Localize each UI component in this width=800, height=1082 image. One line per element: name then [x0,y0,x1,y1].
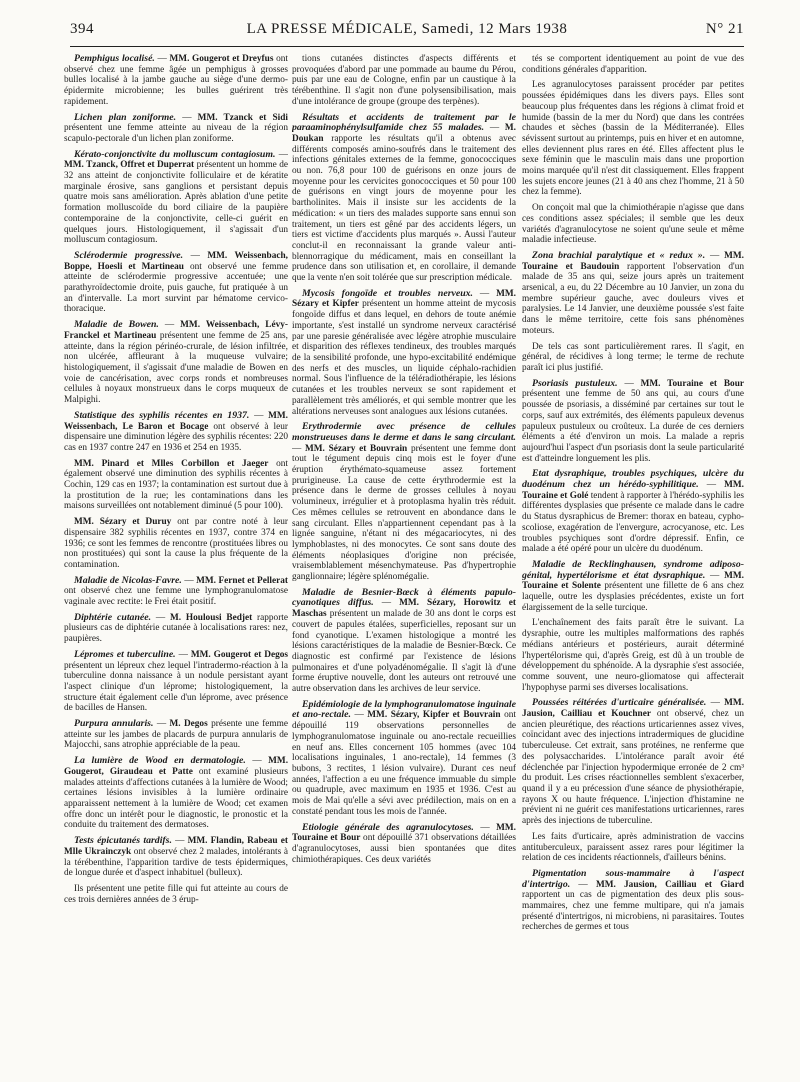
article-heading: Diphtérie cutanée. [74,611,152,623]
page-number: 394 [70,21,94,37]
article-paragraph: Statistique des syphilis récentes en 1937. — MM. Weissenbach, Le Baron et Bocage ont observé à leur dispensaire une diminution légère des syphilis récentes: 220 cas en 1937 contre 247 en 1936 et 254 en 1935. [64,409,288,453]
article-heading: Etiologie générale des agranulocytoses. [302,821,474,833]
article-heading: Résultats et accidents de traitement par le paraaminophénylsulfamide chez 55 malades. [292,111,516,134]
article-body: ont observé une femme atteinte de sclérodermie progressive accentuée; une parathyroïdectomie droite, puis gauche, fut pratiquée à un an d'intervalle. La mort survint par hématome cervico-thoracique. [64,261,288,315]
article-paragraph: La lumière de Wood en dermatologie. — MM. Gougerot, Giraudeau et Patte ont examiné plusieurs malades atteints d'affections cutanées à la lumière de Wood; certaines lésions invisibles à la lumière ordinaire apparaissent nettement à la lumière de Wood; cet examen offre donc un intérêt pour le diagnostic, le pronostic et la conduite du traitement des dermatoses. [64,755,288,831]
article-authors: MM. Pinard et Mlles Corbillon et Jaeger [74,458,269,469]
article-heading: Poussées réitérées d'urticaire généralisée. [532,697,707,709]
article-body: ont également observé une diminution des syphilis récentes à Cochin, 129 cas en 1937; la contamination est surtout due à la prostitution de la rue; les contaminations dans les maisons surveillées ont notablement diminué (5 pour 100). [64,458,288,512]
article [292,54,516,108]
article-authors: MM. Tzanck et Sidi [197,112,288,123]
article [64,150,288,246]
article-paragraph: Maladie de Nicolas-Favre. — MM. Fernet et Pellerat ont observé chez une femme une lymphogranulomatose vaginale avec rectite: le Frei était positif. [64,574,288,608]
article-paragraph: Résultats et accidents de traitement par le paraaminophénylsulfamide chez 55 malades. — M. Doukan rapporte les résultats qu'il a obtenus avec différents composés amino-soufrés dans le traitement des infections génitales externes de la femme, gonococciques ou non. 76,8 pour 100 de guérisons en onze jours de moyenne pour les cervicites gonococciques et 50 pour 100 de guérisons en vingt jours de moyenne pour les bartholinites. Mais il insiste sur les accidents de la médication: « un tiers des malades supporte sans ennui son traitement, un tiers est gêné par des accidents légers, un tiers est victime d'accidents plus marqués ». Aussi l'auteur conclut-il en reconnaissant la grande valeur anti-blennorragique du médicament, mais en conseillant la prudence dans son utilisation et, en corollaire, il demande que la vente n'en soit tolérée que sur prescription médicale. [292,111,516,284]
article [64,113,288,145]
article-authors: MM. Touraine et Bour [292,822,516,844]
article-body: rapportent l'observation d'un malade de 35 ans qui, seize jours après un traitement arsenical, a eu, du 22 Décembre au 10 Janvier, un zona du membre supérieur gauche, avec douleurs vives et paralysies. Le 14 Janvier, une deuxième poussée s'est faite dans le même territoire, cette fois sans phénomènes moteurs. [522,261,744,336]
article-paragraph: Purpura annularis. — M. Degos présente une femme atteinte sur les jambes de placards de purpura annularis de Majocchi, sans atrophie appréciable de la peau. [64,718,288,751]
issue-number: N° 21 [705,21,744,37]
article-paragraph: Mycosis fongoïde et troubles nerveux. — MM. Sézary et Kipfer présentent un homme atteint de mycosis fongoïde diffus et dans lequel, en dehors de toute anémie importante, s'est installé un syndrome nerveux caractérisé par une paresie généralisée avec légère atrophie musculaire et disparition des réflexes tendineux, des troubles marqués de la sensibilité profonde, une hypo-excitabilité endémique des nerfs et des muscles, un liquide céphalo-rachidien normal. Sous l'influence de la téléradiothérapie, les lésions cutanées et les troubles nerveux se sont rapidement et parallèlement très améliorés, et qui semble montrer que les altérations nerveuses sont analogues aux lésions cutanées. [292,287,516,417]
article-paragraph: Lichen plan zoniforme. — MM. Tzanck et Sidi présentent une femme atteinte au niveau de la région scapulo-pectorale d'un lichen plan zoniforme. [64,111,288,144]
page-header [70,18,744,40]
article-authors: MM. Sézary, Kipfer et Bouvrain [367,710,501,721]
article-authors: M. Houlousi Bedjet [170,612,253,623]
article-authors: MM. Touraine et Bour [640,378,744,389]
article-authors: M. Doukan [292,123,516,144]
article-paragraph [522,54,744,75]
column-2 [292,54,516,1074]
article-body: ont observé chez une femme âgée un pemphigus à grosses bulles localisé à la jambe gauche au siège d'une dermo-épidermite microbienne; les bulles guérirent très rapidement. [64,54,288,107]
article [522,869,744,933]
article [64,517,288,571]
article [64,54,288,108]
article-authors: MM. Flandin, Rabeau et Mlle Ukrainczyk [64,836,288,857]
article-paragraph: Kérato-conjonctivite du molluscum contagiosum. — MM. Tzanck, Offret et Duperrat présentent un homme de 32 ans atteint de conjonctivite folliculaire et de kératite marginale érosive, sans ganglions et persistant depuis quatre mois sans amélioration. Après ablation d'une petite formation molluscoïde du bord ciliaire de la paupière contemporaine de la conjonctivite, celle-ci guérit en quelques jours. Histologiquement, il s'agissait d'un molluscum contagiosum. [64,148,288,246]
article-body: présentent un homme atteint de mycosis fongoïde diffus et dans lequel, en dehors de toute anémie importante, s'est installé un syndrome nerveux caractérisé par une paresie généralisée avec légère atrophie musculaire et disparition des réflexes tendineux, des troubles marqués de la sensibilité profonde, une hypo-excitabilité endémique des nerfs et des muscles, un liquide céphalo-rachidien normal. Sous l'influence de la téléradiothérapie, les lésions cutanées et les troubles nerveux se sont rapidement et parallèlement très améliorés, et qui semble montrer que les altérations nerveuses sont analogues aux lésions cutanées. [292,299,516,417]
article-heading: Epidémiologie de la lymphogranulomatose inguinale et ano-rectale. [292,698,516,721]
article-paragraph [522,618,744,693]
article-paragraph: Zona brachial paralytique et « redux ». — MM. Touraine et Baudouin rapportent l'observation d'un malade de 35 ans qui, seize jours après un traitement arsenical, a eu, du 22 Décembre au 10 Janvier, un zona du membre supérieur gauche, avec douleurs vives et paralysies. Le 14 Janvier, une deuxième poussée s'est faite dans le même territoire, cette fois sans phénomènes moteurs. [522,249,744,336]
article-authors: MM. Touraine et Solente [522,570,744,592]
article-body: présentent une femme de 25 ans, atteinte, dans la région périnéo-crurale, de lésion infiltrée, non ulcérée, affleurant à la muqueuse vulvaire; histologiquement, il s'agissait d'une maladie de Bowen en voie de cancérisation, avec corps ronds et nombreuses cellules à noyaux monstrueux dans le corps muqueux de Malpighi. [64,330,288,406]
article-body: Les faits d'urticaire, après administration de vaccins antituberculeux, paraissent assez rares pour légitimer la relation de ces incidents réactionnels, d'ailleurs bénins. [522,831,744,864]
article-heading: Etat dysraphique, troubles psychiques, ulcère du duodénum chez un hérédo-syphilitique. [522,468,744,491]
article-heading: Psoriasis pustuleux. [532,377,618,389]
article-paragraph: Sclérodermie progressive. — MM. Weissenbach, Boppe, Hoesli et Martineau ont observé une femme atteinte de sclérodermie progressive accentuée; une parathyroïdectomie droite, puis gauche, fut pratiquée à un an d'intervalle. La mort survint par hématome cervico-thoracique. [64,249,288,315]
article [64,459,288,513]
article-authors: MM. Touraine et Golé [522,480,744,501]
header-rule [70,46,744,47]
article [64,613,288,645]
article [522,342,744,374]
article-heading: Statistique des syphilis récentes en 1937. [74,409,250,421]
article [64,411,288,454]
article [292,113,516,284]
article-heading: Maladie de Besnier-Bœck à éléments papulo-cyanotiques diffus. [292,586,516,609]
article-body: ont dépouillé 119 observations personnelles de lymphogranulomatose inguinale ou ano-rectale recueillies en neuf ans. Elles concernent 105 hommes (avec 104 localisations inguinales, 1 ano-rectale), 14 femmes (3 bubons, 3 rectites, 1 lésion vulvaire). Durant ces neuf années, l'affection a eu une fréquence immuable du simple ou quadruple, avec maximum en 1935 et 1936. C'est au mois de Mai qu'elle a sévi avec prédilection, mais on en a constaté pendant tous les mois de l'année. [292,710,516,817]
article-paragraph [522,80,744,198]
article-heading: Erythrodermie avec présence de cellules monstrueuses dans le derme et dans le sang circulant. [292,421,516,443]
article-authors: MM. Gougerot et Dreyfus [169,54,274,64]
article [522,698,744,826]
article-paragraph [64,459,288,513]
article-paragraph [522,203,744,246]
article-paragraph [522,342,744,374]
article-body: rapporte plusieurs cas de diphtérie cutanée à localisations rares: nez, paupières. [64,612,288,645]
article-body: ont dépouillé 371 observations détaillées d'agranulocytoses, aussi bien spontanées que dites chimiothérapiques. Ces deux variétés [292,833,516,865]
article-heading: Maladie de Recklinghausen, syndrome adiposo-génital, hypertélorisme et état dysraphique. [522,558,744,581]
article-heading: Purpura annularis. [74,718,154,730]
article-paragraph [64,517,288,571]
article-paragraph: Etiologie générale des agranulocytoses. — MM. Touraine et Bour ont dépouillé 371 observations détaillées d'agranulocytoses, aussi bien spontanées que dites chimiothérapiques. Ces deux variétés [292,821,516,865]
article-paragraph: Psoriasis pustuleux. — MM. Touraine et Bour présentent une femme de 50 ans qui, au cours d'une poussée de psoriasis, a disséminé par certaines sur tout le corps, sauf aux extrémités, des éléments papuleux devenus papuleux pustuleux ou croûteux. La durée de ces derniers éléments a été d'environ un mois. La malade a repris aujourd'hui l'aspect d'un psoriasis dont la seule particularité est d'atteindre longuement les plis. [522,377,744,464]
article-body: Les agranulocytoses paraissent procéder par petites poussées épidémiques dans les divers pays. Elles sont beaucoup plus fréquentes dans les régions à climat froid et humide (bassin de la mer du Nord) que dans les contrées chaudes et sèches (bassin de la Méditerranée). Elles sévissent surtout au printemps, puis en hiver et en automne, elles deviennent plus rares en été. Elles affectent plus le sexe féminin que le masculin mais dans une proportion moins marquée qu'il n'est dit classiquement. Elles frappent les sujets encore jeunes (21 à 40 ans chez l'homme, 21 à 50 chez la femme). [522,80,744,198]
article-authors: M. Degos [169,719,208,730]
article-body: tions cutanées distinctes d'aspects différents et provoquées d'abord par une pommade au baume du Pérou, puis par une eau de Cologne, enfin par un caustique à la térébenthine. Il s'agit non d'une polysensibilisation, mais d'une intolérance de groupe (groupe des terpènes). [292,54,516,107]
article [522,80,744,198]
article-heading: Maladie de Nicolas-Favre. [74,574,182,586]
column-1 [64,54,288,1074]
article-body: présentent une femme atteinte au niveau de la région scapulo-pectorale d'un lichen plan zoniforme. [64,123,288,144]
article-paragraph: Maladie de Bowen. — MM. Weissenbach, Lévy-Franckel et Martineau présentent une femme de 25 ans, atteinte, dans la région périnéo-crurale, de lésion infiltrée, non ulcérée, affleurant à la muqueuse vulvaire; histologiquement, il s'agissait d'une maladie de Bowen en voie de cancérisation, avec corps ronds et nombreuses cellules à noyaux monstrueux dans le corps muqueux de Malpighi. [64,319,288,406]
article [292,588,516,695]
article-paragraph: Poussées réitérées d'urticaire généralisée. — MM. Jausion, Cailliau et Kouchner ont observé, chez un ancien pleurétique, des réactions urticariennes assez vives, coïncidant avec des injections intradermiques de glucidine tuberculeuse. Cet extrait, sans protéines, ne renferme que des polysaccharides. L'intolérance paraît avoir été déclenchée par l'injection hypodermique erronée de 2 cm³ du produit. Les crises réactionnelles semblent s'exacerber, quand il y a eu précession d'une séance de physiothérapie, rayons X ou haute fréquence. L'injection d'histamine ne prévient ni ne guérit ces manifestations urticariennes, rares après des injections de tuberculine. [522,697,744,827]
article-paragraph: Tests épicutanés tardifs. — MM. Flandin, Rabeau et Mlle Ukrainczyk ont observé chez 2 malades, intolérants à la térébenthine, l'apparition tardive de tests épidermiques, de longue durée et d'aspect inhabituel (bulleux). [64,835,288,879]
article-body: présentent une fillette de 6 ans chez laquelle, outre les dysplasies précédentes, existe un fort élargissement de la selle turcique. [522,581,744,613]
article-authors: MM. Weissenbach, Lévy-Franckel et Martineau [64,320,288,341]
article-body: ont observé à leur dispensaire une diminution légère des syphilis récentes: 220 cas en 1937 contre 247 en 1936 et 254 en 1935. [64,421,288,453]
article-heading: Sclérodermie progressive. [74,249,184,261]
article [522,251,744,337]
article-body: tés se comportent identiquement au point de vue des conditions générales d'apparition. [522,54,744,75]
article [292,823,516,866]
article-body: tendent à rapporter à l'hérédo-syphilis les différentes dysplasies que présente ce malade dans le cadre du Status dysraphicus de Bremer: thorax en bateau, cypho-scoliose, exagération de l'envergure, acrocyanose, etc. Les troubles psychiques sont d'ordre dépressif. Enfin, ce malade a été opéré pour un ulcère du duodénum. [522,490,744,555]
article [64,320,288,406]
article-paragraph [522,832,744,864]
article-body: présentent un lépreux chez lequel l'intradermo-réaction à la tuberculine donna naissance à un nodule persistant ayant l'aspect clinique d'un léprome; histologiquement, la structure était également celle d'un léprome, avec présence de bacilles de Hansen. [64,660,288,714]
article-authors: MM. Tzanck, Offret et Duperrat [64,160,195,171]
article-body: rapporte les résultats qu'il a obtenus avec différents composés amino-soufrés dans le traitement des infections génitales externes de la femme, gonococciques ou non. 76,8 pour 100 de guérisons en onze jours de moyenne pour les cervicites gonococciques et 50 pour 100 de guérisons en vingt jours de moyenne pour les bartholinites. Mais il insiste sur les accidents de la médication: « un tiers des malades supporte sans ennui son traitement, un tiers est gêné par des accidents légers, un tiers est victime d'accidents plus marqués ». Aussi l'auteur conclut-il en reconnaissant la grande valeur anti-blennorragique du médicament, mais en conseillant la prudence dans son utilisation et, en corollaire, il demande que la vente n'en soit tolérée que sur prescription médicale. [292,133,516,284]
article [522,832,744,864]
article-body: présentent une femme de 50 ans qui, au cours d'une poussée de psoriasis, a disséminé par certaines sur tout le corps, sauf aux extrémités, des éléments papuleux devenus papuleux pustuleux ou croûteux. La durée de ces derniers éléments a été d'environ un mois. La malade a repris aujourd'hui l'aspect d'un psoriasis dont la seule particularité est d'atteindre longuement les plis. [522,389,744,464]
article-authors: MM. Jausion, Cailliau et Kouchner [522,698,744,720]
article-heading: La lumière de Wood en dermatologie. [74,755,246,767]
article-paragraph: Pemphigus localisé. — MM. Gougerot et Dreyfus ont observé chez une femme âgée un pemphigus à grosses bulles localisé à la jambe gauche au siège d'une dermo-épidermite microbienne; les bulles guérirent très rapidement. [64,54,288,107]
article-paragraph: Etat dysraphique, troubles psychiques, ulcère du duodénum chez un hérédo-syphilitique. — MM. Touraine et Golé tendent à rapporter à l'hérédo-syphilis les différentes dysplasies que présente ce malade dans le cadre du Status dysraphicus de Bremer: thorax en bateau, cypho-scoliose, exagération de l'envergure, acrocyanose, etc. Les troubles psychiques sont d'ordre dépressif. Enfin, ce malade a été opéré pour un ulcère du duodénum. [522,468,744,555]
article [292,289,516,417]
article [64,756,288,831]
article [64,576,288,608]
article [64,251,288,315]
article-body: présentent un malade de 30 ans dont le corps est couvert de papules étalées, superficielles, reposant sur un fond cyanotique. L'examen histologique a montré les lésions caractéristiques de la maladie de Besnier-Bœck. Ce diagnostic est confirmé par l'existence de lésions pulmonaires et d'une polyadénomégalie. Il s'agit là d'une forme éruptive nouvelle, dont les auteurs ont retrouvé une autre observation dans les archives de leur service. [292,609,516,695]
article-body: ont observé, chez un ancien pleurétique, des réactions urticariennes assez vives, coïncidant avec des injections intradermiques de glucidine tuberculeuse. Cet extrait, sans protéines, ne renferme que des polysaccharides. L'intolérance paraît avoir été déclenchée par l'injection hypodermique erronée de 2 cm³ du produit. Les crises réactionnelles semblent s'exacerber, quand il y a eu précession d'une séance de physiothérapie, rayons X ou haute fréquence. L'injection d'histamine ne prévient ni ne guérit ces manifestations urticariennes, rares après des injections de tuberculine. [522,709,744,827]
article-body: ont examiné plusieurs malades atteints d'affections cutanées à la lumière de Wood; certaines lésions invisibles à la lumière ordinaire apparaissent nettement à la lumière de Wood; cet examen offre donc un intérêt pour le diagnostic, le pronostic et la conduite du traitement des dermatoses. [64,766,288,831]
article-authors: MM. Sézary et Bouvrain [305,443,408,454]
article [292,700,516,818]
article-heading: Tests épicutanés tardifs. [74,835,172,847]
article-authors: MM. Sézary et Kipfer [292,288,516,310]
article-paragraph: Lépromes et tuberculine. — MM. Gougerot et Degos présentent un lépreux chez lequel l'intradermo-réaction à la tuberculine donna naissance à un nodule persistant ayant l'aspect clinique d'un léprome; histologiquement, la structure était également celle d'un léprome, avec présence de bacilles de Hansen. [64,648,288,714]
article-paragraph: Diphtérie cutanée. — M. Houlousi Bedjet rapporte plusieurs cas de diphtérie cutanée à localisations rares: nez, paupières. [64,611,288,645]
article-body: Ils présentent une petite fille qui fut atteinte au cours de ces trois dernières années de 3 érup- [64,883,288,905]
article-heading: Mycosis fongoïde et troubles nerveux. [302,287,473,299]
article-body: ont observé chez 2 malades, intolérants à la térébenthine, l'apparition tardive de tests épidermiques, de longue durée et d'aspect inhabituel (bulleux). [64,846,288,879]
article-paragraph [64,884,288,905]
journal-title: LA PRESSE MÉDICALE, Samedi, 12 Mars 1938 [246,21,568,37]
article-heading: Pigmentation sous-mammaire à l'aspect d'intertrigo. [522,867,744,890]
article-authors: MM. Weissenbach, Boppe, Hoesli et Martineau [64,250,288,272]
article-authors: MM. Weissenbach, Le Baron et Bocage [64,410,288,432]
article-heading: Pemphigus localisé. [74,54,155,64]
article-paragraph: Pigmentation sous-mammaire à l'aspect d'intertrigo. — MM. Jausion, Cailliau et Giard rapportent un cas de pigmentation des deux plis sous-mammaires, chez une femme multipare, qui n'a jamais présenté d'intertrigos, ni microbiens, ni parasitaires. Toutes recherches de germes et tous [522,867,744,933]
article-body: De tels cas sont particulièrement rares. Il s'agit, en général, de récidives à long terme; le terme de rechute paraît ici plus justifié. [522,341,744,373]
article [522,379,744,465]
article-authors: MM. Sézary, Horowitz et Maschas [292,598,516,620]
article-authors: MM. Gougerot et Degos [190,649,288,660]
article-authors: MM. Jausion, Cailliau et Giard [595,879,744,890]
article [64,650,288,714]
article [64,719,288,751]
article-body: présentent un homme de 32 ans atteint de conjonctivite folliculaire et de kératite marginale érosive, sans ganglions et persistant depuis quatre mois sans amélioration. Après ablation d'une petite formation molluscoïde du bord ciliaire de la paupière contemporaine de la conjonctivite, celle-ci guérit en quelques jours. Histologiquement, il s'agissait d'un molluscum contagiosum. [64,160,288,246]
article [64,884,288,905]
article-body: rapportent un cas de pigmentation des deux plis sous-mammaires, chez une femme multipare, qui n'a jamais présenté d'intertrigos, ni microbiens, ni parasitaires. Toutes recherches de germes et tous [522,890,744,933]
article-heading: Lichen plan zoniforme. [74,111,177,123]
article-body: présentent une femme dont tout le tégument depuis cinq mois est le foyer d'une éruption érythémato-squameuse assez fortement prurigineuse. La cause de cette érythrodermie est la présence dans le derme de grosses cellules à noyau volumineux, irrégulier et à protoplasma hyalin très réduit. Ces mêmes cellules se retrouvent en abondance dans le sang circulant. Elles n'appartiennent cependant pas à la lignée sanguine, n'étant ni des mégacariocytes, ni des lymphoblastes, ni des monocytes. Ce sont sans doute des éléments néoplasiques d'origine non précisée, vraisemblablement mésenchymateuse. Pas d'hypertrophie ganglionnaire; légère splénomégalie. [292,443,516,583]
article-body: ont observé chez une femme une lymphogranulomatose vaginale avec rectite: le Frei était positif. [64,586,288,608]
article-authors: MM. Touraine et Baudouin [522,250,744,272]
article-paragraph [292,54,516,108]
article-heading: Maladie de Bowen. [74,319,159,331]
column-3 [522,54,744,1074]
article-authors: MM. Sézary et Duruy [74,517,172,528]
article-authors: MM. Gougerot, Giraudeau et Patte [64,756,288,777]
article [292,422,516,583]
article [522,618,744,693]
article [522,560,744,614]
article-body: L'enchaînement des faits paraît être le suivant. La dysraphie, outre les multiples malformations des raphés médians antérieurs et postérieurs, aurait déterminé l'hypertélorisme qui, d'après Greig, est dû à un trouble de développement du sphénoïde. A la dysraphie s'est associée, comme souvent, une neuro-gliomatose qui affecterait l'hypophyse parmi ses diverses localisations. [522,618,744,693]
article [522,203,744,246]
article [522,54,744,75]
article-paragraph: Erythrodermie avec présence de cellules monstrueuses dans le derme et dans le sang circulant. — MM. Sézary et Bouvrain présentent une femme dont tout le tégument depuis cinq mois est le foyer d'une éruption érythémato-squameuse assez fortement prurigineuse. La cause de cette érythrodermie est la présence dans le derme de grosses cellules à noyau volumineux, irrégulier et à protoplasma hyalin très réduit. Ces mêmes cellules se retrouvent en abondance dans le sang circulant. Elles n'appartiennent cependant pas à la lignée sanguine, n'étant ni des mégacariocytes, ni des lymphoblastes, ni des monocytes. Ce sont sans doute des éléments néoplasiques d'origine non précisée, vraisemblablement mésenchymateuse. Pas d'hypertrophie ganglionnaire; légère splénomégalie. [292,421,516,583]
article-heading: Zona brachial paralytique et « redux ». [532,249,706,261]
article [64,836,288,879]
article-paragraph: Maladie de Besnier-Bœck à éléments papulo-cyanotiques diffus. — MM. Sézary, Horowitz et Maschas présentent un malade de 30 ans dont le corps est couvert de papules étalées, superficielles, reposant sur un fond cyanotique. L'examen histologique a montré les lésions caractéristiques de la maladie de Besnier-Bœck. Ce diagnostic est confirmé par l'existence de lésions pulmonaires et d'une polyadénomégalie. Il s'agit là d'une forme éruptive nouvelle, dont les auteurs ont retrouvé une autre observation dans les archives de leur service. [292,586,516,695]
article-body: On conçoit mal que la chimiothérapie n'agisse que dans ces conditions assez spéciales; il semble que les deux variétés d'agranulocytose ne soient qu'une seule et même maladie infectieuse. [522,203,744,246]
article-paragraph: Maladie de Recklinghausen, syndrome adiposo-génital, hypertélorisme et état dysraphique. — MM. Touraine et Solente présentent une fillette de 6 ans chez laquelle, outre les dysplasies précédentes, existe un fort élargissement de la selle turcique. [522,558,744,613]
article-paragraph: Epidémiologie de la lymphogranulomatose inguinale et ano-rectale. — MM. Sézary, Kipfer et Bouvrain ont dépouillé 119 observations personnelles de lymphogranulomatose inguinale ou ano-rectale recueillies en neuf ans. Elles concernent 105 hommes (avec 104 localisations inguinales, 1 ano-rectale), 14 femmes (3 bubons, 3 rectites, 1 lésion vulvaire). Durant ces neuf années, l'affection a eu une fréquence immuable du simple ou quadruple, avec maximum en 1935 et 1936. C'est au mois de Mai qu'elle a sévi avec prédilection, mais on en a constaté pendant tous les mois de l'année. [292,698,516,817]
article-body: présente une femme atteinte sur les jambes de placards de purpura annularis de Majocchi, sans atrophie appréciable de la peau. [64,719,288,751]
article [522,469,744,555]
article-authors: MM. Fernet et Pellerat [196,575,288,586]
article-body: ont par contre noté à leur dispensaire 382 syphilis récentes en 1937, contre 374 en 1936; ce sont les femmes de rencontre (prostituées libres ou non prostituées) qui sont la cause la plus fréquente de la contamination. [64,517,288,570]
article-heading: Lépromes et tuberculine. [74,648,176,660]
article-heading: Kérato-conjonctivite du molluscum contagiosum. [74,148,276,160]
